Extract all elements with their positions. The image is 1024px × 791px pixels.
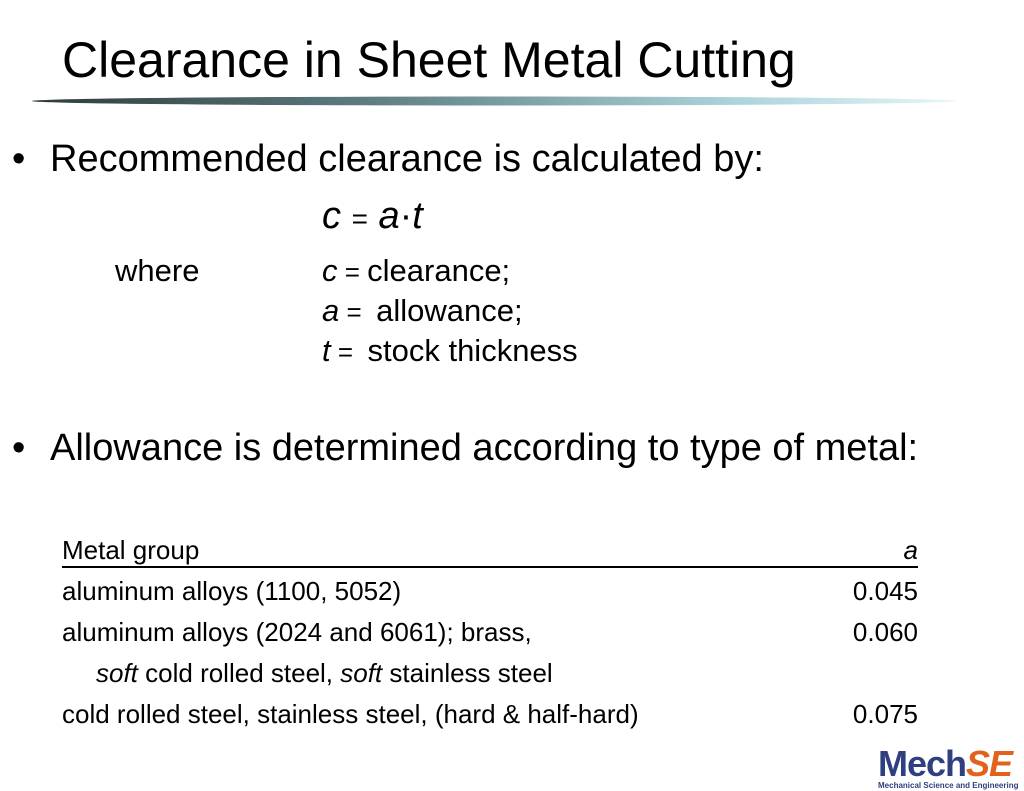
formula-lhs: c (322, 195, 341, 237)
slide-title: Clearance in Sheet Metal Cutting (62, 32, 796, 88)
definition-text: allowance; (376, 293, 523, 328)
allowance-cell: 0.045 (852, 576, 918, 606)
logo-mech: Mech (878, 743, 967, 784)
continuation-text: stainless steel (382, 658, 553, 688)
bullet-text: Allowance is determined according to type of metal: (50, 427, 919, 469)
continuation-text: cold rolled steel, (137, 658, 341, 688)
formula-dot: · (399, 195, 413, 237)
clearance-formula (322, 194, 423, 241)
logo-se: SE (966, 743, 1013, 784)
formula-t: t (412, 195, 423, 237)
header-allowance: a (903, 535, 918, 565)
table-row (62, 697, 918, 731)
table-header-row (62, 533, 918, 568)
title-underline (32, 96, 956, 106)
where-label: where (115, 253, 200, 288)
metal-group-cell: aluminum alloys (1100, 5052) (62, 576, 402, 606)
bullet-marker: • (12, 138, 26, 180)
definition-text: clearance; (367, 253, 511, 288)
header-metal-group: Metal group (62, 535, 200, 565)
definition-t (322, 332, 578, 371)
metal-group-cell: aluminum alloys (2024 and 6061); brass, (62, 617, 532, 647)
bullet-text: Recommended clearance is calculated by: (50, 138, 764, 180)
metal-group-cell: cold rolled steel, stainless steel, (hard & half-hard) (62, 699, 639, 729)
definition-equals: = (339, 297, 377, 327)
definition-symbol: a (322, 293, 340, 328)
logo-subtitle: Mechanical Science and Engineering (878, 781, 1019, 790)
bullet-allowance (12, 426, 918, 470)
logo-wordmark (878, 744, 1012, 784)
table-row (62, 615, 918, 649)
bullet-marker: • (12, 427, 26, 469)
definition-equals: = (330, 337, 368, 367)
soft-emphasis: soft (340, 658, 383, 688)
formula-equals: = (351, 203, 368, 234)
table-row-continuation (96, 656, 916, 690)
soft-emphasis: soft (96, 658, 138, 688)
definition-a (322, 292, 523, 331)
allowance-cell: 0.075 (852, 699, 918, 729)
bullet-clearance-formula (12, 137, 764, 181)
table-row (62, 574, 918, 608)
definition-symbol: t (322, 333, 331, 368)
definition-equals: = (337, 257, 368, 287)
definition-text: stock thickness (367, 333, 578, 368)
formula-a: a (378, 195, 400, 237)
mechse-logo (878, 744, 1024, 791)
allowance-cell: 0.060 (852, 617, 918, 647)
definition-c (322, 252, 510, 291)
definition-symbol: c (322, 253, 338, 288)
